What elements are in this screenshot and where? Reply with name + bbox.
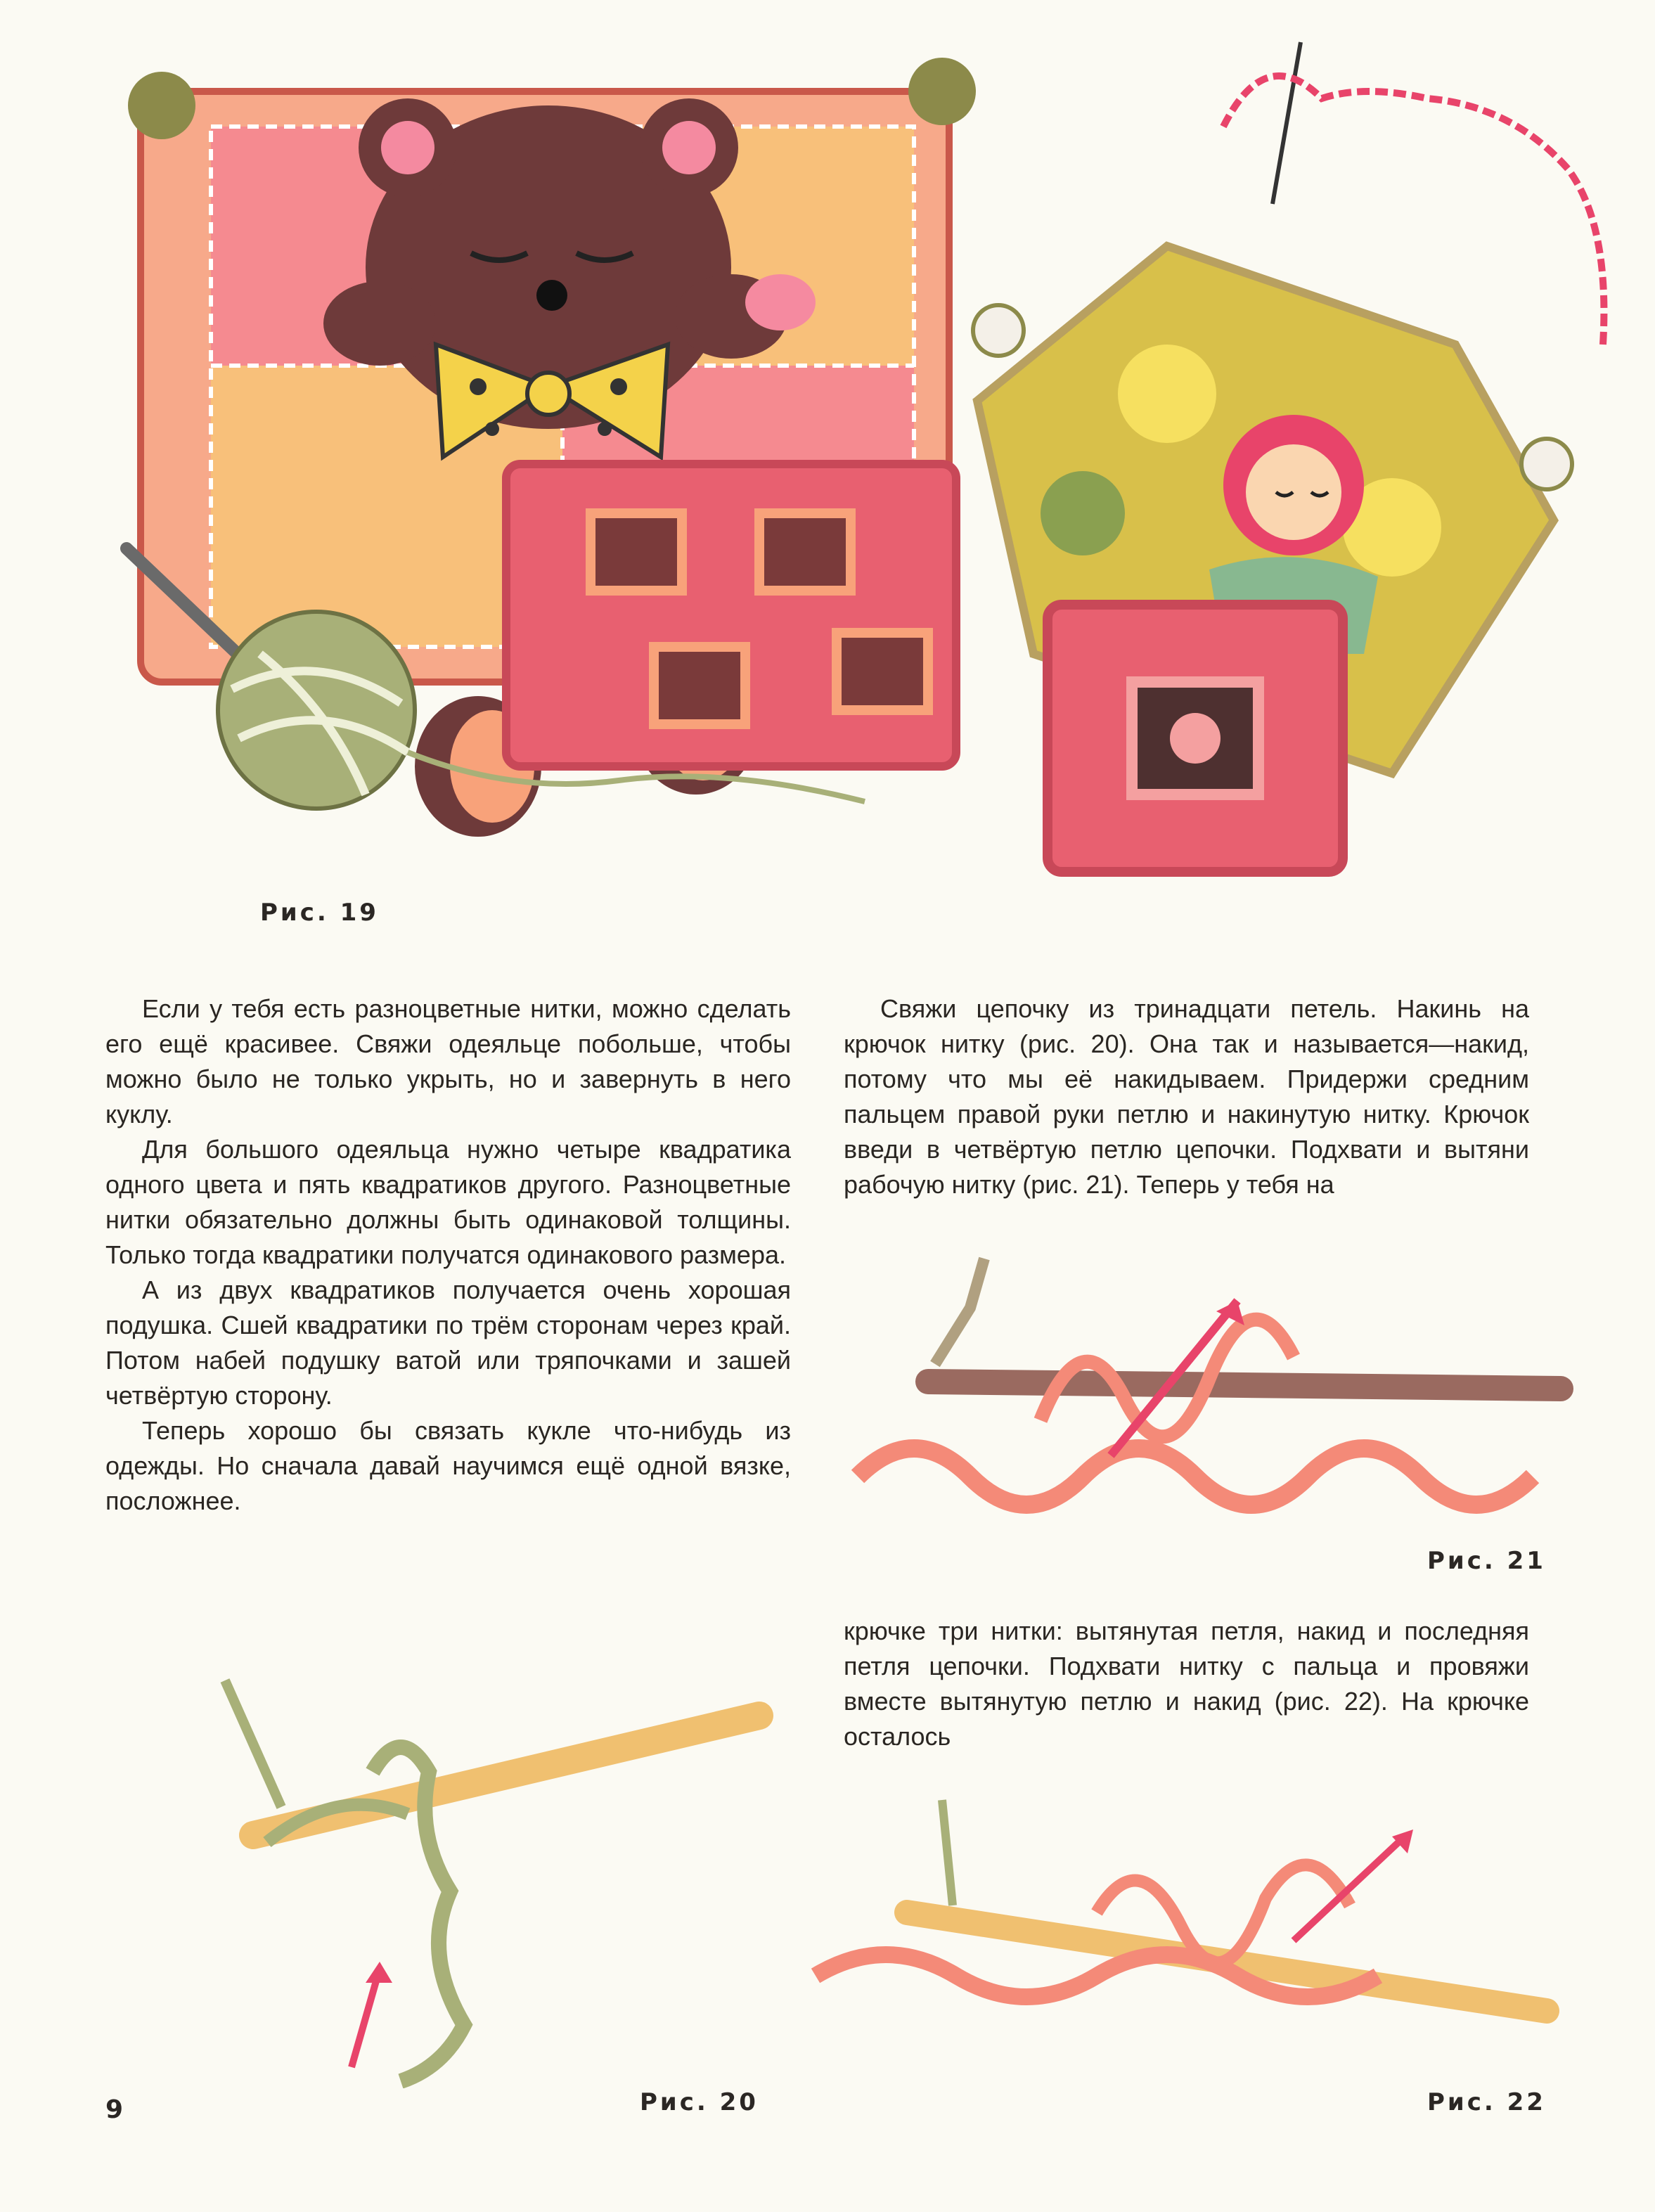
illustration-fig20 xyxy=(211,1673,787,2088)
figure-caption-fig21: Рис. 21 xyxy=(1427,1547,1546,1575)
figure-caption-fig22: Рис. 22 xyxy=(1427,2088,1546,2116)
page-number: 9 xyxy=(105,2095,124,2124)
illustration-fig21 xyxy=(830,1245,1575,1554)
paragraph: Если у тебя есть разноцветные нитки, можно сделать его ещё красивее. Свяжи одеяльце побольше, чтобы можно было не только укрыть, но и завернуть в него куклу. xyxy=(105,994,791,1128)
right-text-column-bottom xyxy=(844,1614,1529,1754)
doll-pillow-illustration xyxy=(973,246,1572,872)
illustration-fig19 xyxy=(112,35,1624,907)
paragraph: А из двух квадратиков получается очень хорошая подушка. Сшей квадратики по трём сторонам через край. Потом набей подушку ватой или тряпочками и зашей четвёртую сторону. xyxy=(105,1275,791,1410)
paragraph: Свяжи цепочку из тринадцати петель. Накинь на крючок нитку (рис. 20). Она так и называется—накид, потому что мы её накидываем. Придержи средним пальцем правой руки петлю и накинутую нитку. Крючок введи в четвёртую петлю цепочки. Подхвати и вытяни рабочую нитку (рис. 21). Теперь у тебя на xyxy=(844,994,1529,1199)
figure-caption-fig20: Рис. 20 xyxy=(640,2088,759,2116)
paragraph: крючке три нитки: вытянутая петля, накид и последняя петля цепочки. Подхвати нитку с пальца и провяжи вместе вытянутую петлю и накид (рис. 22). На крючке осталось xyxy=(844,1616,1529,1751)
left-text-column xyxy=(105,991,791,1519)
bear-small-blanket-illustration xyxy=(506,464,956,766)
paragraph: Для большого одеяльца нужно четыре квадратика одного цвета и пять квадратиков другого. Разноцветные нитки обязательно должны быть одинаковой толщины. Только тогда квадратики получатся одинакового размера. xyxy=(105,1135,791,1269)
figure-caption-fig19: Рис. 19 xyxy=(260,899,379,927)
right-text-column-top xyxy=(844,991,1529,1202)
illustration-fig22 xyxy=(801,1786,1582,2088)
paragraph: Теперь хорошо бы связать кукле что-нибудь из одежды. Но сначала давай научимся ещё одной вязке, посложнее. xyxy=(105,1416,791,1515)
